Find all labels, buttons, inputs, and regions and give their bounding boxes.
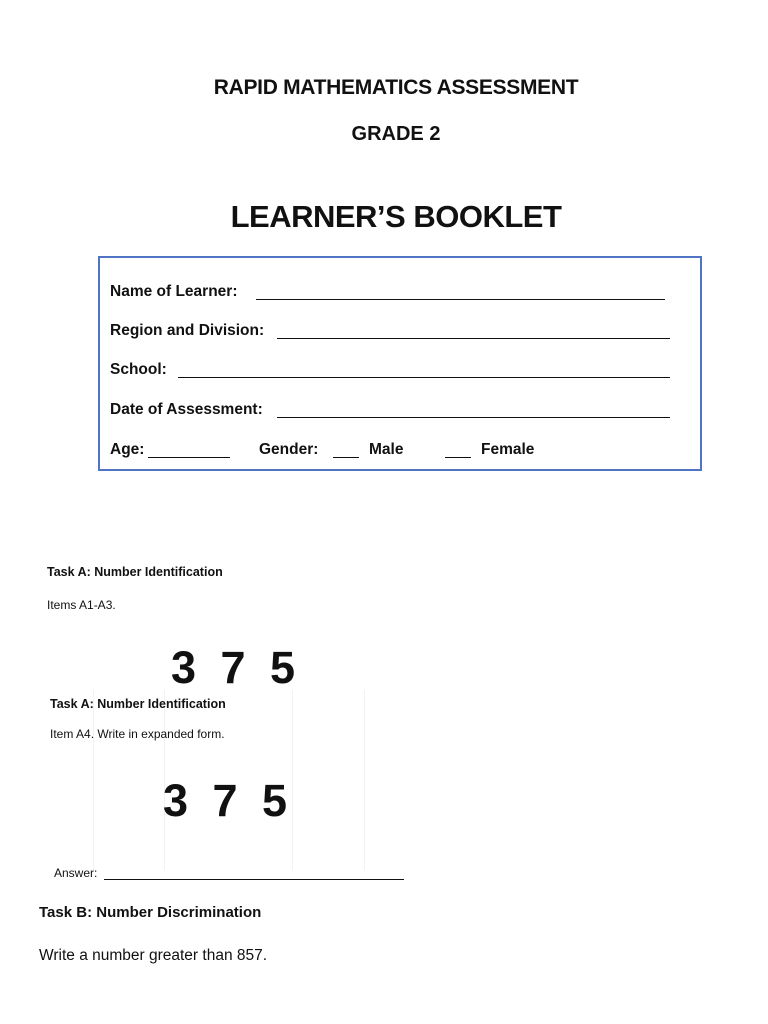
assessment-title: RAPID MATHEMATICS ASSESSMENT: [213, 76, 579, 99]
grade-label: GRADE 2: [351, 123, 441, 145]
school-label: School:: [110, 361, 167, 378]
name-label: Name of Learner:: [110, 283, 238, 300]
name-field[interactable]: [256, 299, 665, 300]
school-field[interactable]: [178, 377, 670, 378]
task-a4-heading: Task A: Number Identification: [50, 697, 226, 711]
booklet-title: LEARNER’S BOOKLET: [230, 199, 562, 234]
date-field[interactable]: [277, 417, 670, 418]
task-a4-note: Item A4. Write in expanded form.: [50, 727, 225, 741]
male-label: Male: [369, 441, 404, 458]
region-field[interactable]: [277, 338, 670, 339]
gender-label: Gender:: [259, 441, 319, 458]
age-field[interactable]: [148, 457, 230, 458]
age-label: Age:: [110, 441, 145, 458]
table-gridline: [93, 690, 94, 870]
answer-field[interactable]: [104, 879, 404, 880]
region-label: Region and Division:: [110, 322, 265, 339]
female-checkbox[interactable]: [445, 457, 471, 458]
task-a-note: Items A1-A3.: [47, 598, 116, 612]
task-a-heading: Task A: Number Identification: [47, 565, 223, 579]
task-a-number: 3 7 5: [171, 642, 302, 693]
male-checkbox[interactable]: [333, 457, 359, 458]
date-label: Date of Assessment:: [110, 401, 263, 418]
table-gridline: [364, 690, 365, 870]
task-b-prompt: Write a number greater than 857.: [39, 947, 268, 964]
answer-label: Answer:: [54, 866, 98, 880]
female-label: Female: [481, 441, 535, 458]
learner-info-box: [98, 256, 702, 471]
task-a4-number: 3 7 5: [163, 775, 294, 826]
task-b-heading: Task B: Number Discrimination: [39, 904, 262, 921]
